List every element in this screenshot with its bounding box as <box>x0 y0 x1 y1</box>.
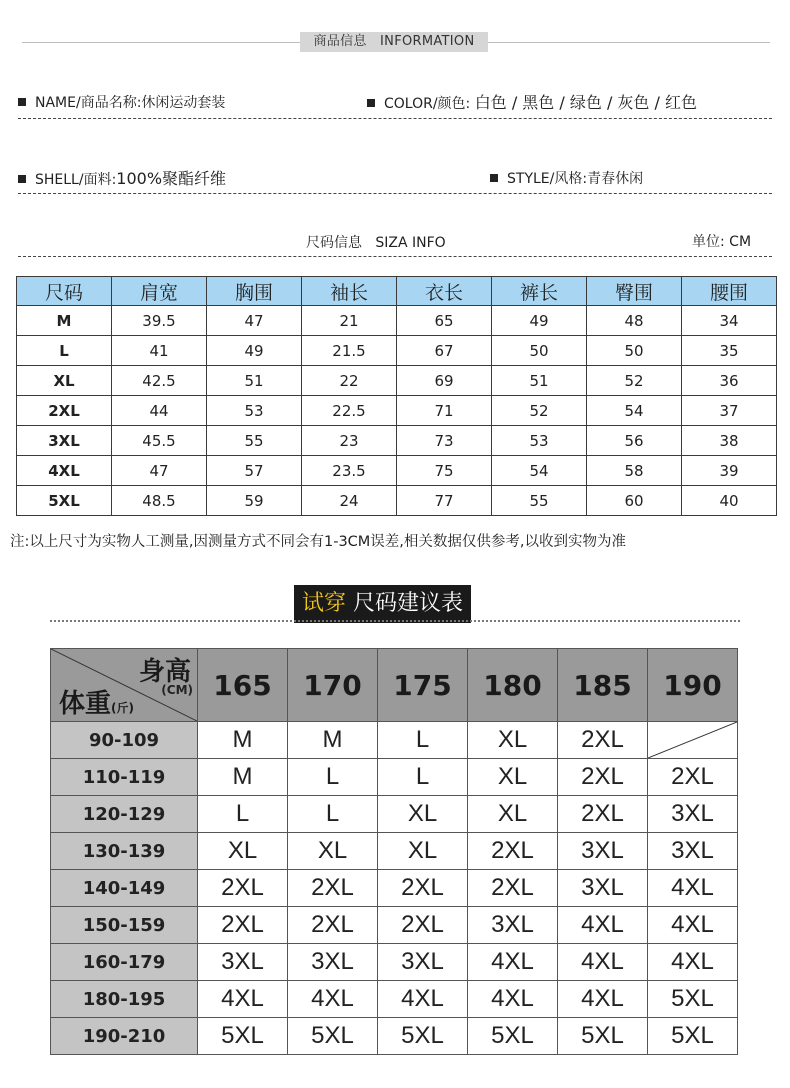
size-cell: L <box>378 722 468 759</box>
unit-label: 单位: CM <box>692 234 752 250</box>
size-cell: M <box>198 759 288 796</box>
measure-cell: 49 <box>207 336 302 366</box>
size-cell: 4XL <box>648 870 738 907</box>
diagonal-line <box>648 722 737 758</box>
measure-cell: 53 <box>492 426 587 456</box>
size-cell: 2XL <box>198 870 288 907</box>
measure-cell: 35 <box>682 336 777 366</box>
name-label: NAME/商品名称: <box>35 95 142 111</box>
height-header: 165 <box>198 649 288 722</box>
measure-cell: 59 <box>207 486 302 516</box>
measure-cell: 23.5 <box>302 456 397 486</box>
size-cell: 2XL <box>378 907 468 944</box>
size-cell: 2XL <box>558 722 648 759</box>
measure-cell: 50 <box>587 336 682 366</box>
size-cell: M <box>288 722 378 759</box>
height-header-row <box>51 649 738 722</box>
weight-range-cell: 180-195 <box>51 981 198 1018</box>
weight-range-cell: 190-210 <box>51 1018 198 1055</box>
size-cell: 4XL <box>648 944 738 981</box>
measure-cell: 55 <box>492 486 587 516</box>
corner-weight-unit: (斤) <box>111 701 134 715</box>
size-cell: 5XL <box>648 981 738 1018</box>
table-row <box>51 722 738 759</box>
measure-cell: 44 <box>112 396 207 426</box>
size-cell: 3XL <box>468 907 558 944</box>
size-cell: XL <box>378 833 468 870</box>
column-header: 胸围 <box>207 277 302 306</box>
measure-cell: 36 <box>682 366 777 396</box>
corner-header <box>51 649 198 722</box>
weight-range-cell: 90-109 <box>51 722 198 759</box>
product-style-row <box>490 168 643 188</box>
table-row <box>17 396 777 426</box>
column-header: 腰围 <box>682 277 777 306</box>
table-row <box>17 306 777 336</box>
size-label-cell: 4XL <box>17 456 112 486</box>
size-cell: L <box>378 759 468 796</box>
column-header: 衣长 <box>397 277 492 306</box>
empty-cell <box>648 722 738 759</box>
size-cell: 3XL <box>378 944 468 981</box>
style-value: 青春休闲 <box>587 171 644 187</box>
measure-cell: 48 <box>587 306 682 336</box>
recommend-title-highlight: 试穿 <box>302 591 347 616</box>
size-cell: 4XL <box>558 944 648 981</box>
section-header-information <box>300 32 488 52</box>
table-row <box>51 1018 738 1055</box>
measure-cell: 56 <box>587 426 682 456</box>
measure-cell: 41 <box>112 336 207 366</box>
weight-range-cell: 140-149 <box>51 870 198 907</box>
height-header: 180 <box>468 649 558 722</box>
size-cell: XL <box>468 722 558 759</box>
measure-cell: 52 <box>492 396 587 426</box>
dashed-divider <box>18 118 772 119</box>
size-cell: M <box>198 722 288 759</box>
measurement-table <box>16 276 777 516</box>
weight-range-cell: 160-179 <box>51 944 198 981</box>
measure-cell: 50 <box>492 336 587 366</box>
size-cell: 2XL <box>288 870 378 907</box>
size-label-cell: L <box>17 336 112 366</box>
size-cell: 4XL <box>648 907 738 944</box>
size-cell: XL <box>378 796 468 833</box>
table-row <box>51 833 738 870</box>
bullet-square-icon <box>490 174 498 182</box>
size-cell: XL <box>288 833 378 870</box>
measure-cell: 53 <box>207 396 302 426</box>
header-en: INFORMATION <box>380 34 475 49</box>
measure-cell: 47 <box>112 456 207 486</box>
weight-range-cell: 120-129 <box>51 796 198 833</box>
column-header: 尺码 <box>17 277 112 306</box>
measure-cell: 34 <box>682 306 777 336</box>
measure-cell: 67 <box>397 336 492 366</box>
name-value: 休闲运动套装 <box>141 95 226 111</box>
height-header: 185 <box>558 649 648 722</box>
measure-cell: 38 <box>682 426 777 456</box>
measure-cell: 24 <box>302 486 397 516</box>
header-rule-left <box>22 42 300 43</box>
corner-height-label: 身高 <box>138 657 191 687</box>
measure-cell: 21 <box>302 306 397 336</box>
table-row <box>51 907 738 944</box>
measure-cell: 52 <box>587 366 682 396</box>
measure-cell: 40 <box>682 486 777 516</box>
size-cell: 2XL <box>288 907 378 944</box>
header-rule-right <box>488 42 770 43</box>
measure-cell: 65 <box>397 306 492 336</box>
size-cell: 4XL <box>378 981 468 1018</box>
corner-weight-label: 体重 <box>59 689 112 719</box>
measure-cell: 77 <box>397 486 492 516</box>
size-cell: 3XL <box>648 796 738 833</box>
size-cell: 4XL <box>468 944 558 981</box>
size-info-en: SIZA INFO <box>375 235 446 251</box>
measure-cell: 22.5 <box>302 396 397 426</box>
size-cell: L <box>288 759 378 796</box>
bullet-square-icon <box>18 175 26 183</box>
measure-cell: 58 <box>587 456 682 486</box>
product-color-row <box>367 90 697 113</box>
measure-cell: 51 <box>492 366 587 396</box>
measure-cell: 73 <box>397 426 492 456</box>
shell-value: 100%聚酯纤维 <box>116 169 227 188</box>
measure-cell: 37 <box>682 396 777 426</box>
recommend-title-rest: 尺码建议表 <box>346 591 464 616</box>
size-info-title <box>306 232 446 252</box>
size-label-cell: M <box>17 306 112 336</box>
table-row <box>17 336 777 366</box>
corner-weight <box>59 683 134 720</box>
size-cell: 5XL <box>288 1018 378 1055</box>
weight-range-cell: 150-159 <box>51 907 198 944</box>
size-cell: 3XL <box>648 833 738 870</box>
measurement-note: 注:以上尺寸为实物人工测量,因测量方式不同会有1-3CM误差,相关数据仅供参考,以收到实物为准 <box>10 534 627 550</box>
size-label-cell: 2XL <box>17 396 112 426</box>
height-header: 170 <box>288 649 378 722</box>
size-label-cell: XL <box>17 366 112 396</box>
size-cell: 2XL <box>558 759 648 796</box>
table-row <box>51 796 738 833</box>
size-cell: 3XL <box>198 944 288 981</box>
measure-cell: 54 <box>587 396 682 426</box>
column-header: 臀围 <box>587 277 682 306</box>
height-header: 190 <box>648 649 738 722</box>
product-shell-row <box>18 166 226 189</box>
size-cell: 4XL <box>558 907 648 944</box>
size-cell: XL <box>468 759 558 796</box>
table-row <box>51 759 738 796</box>
size-cell: 3XL <box>288 944 378 981</box>
measure-cell: 22 <box>302 366 397 396</box>
measure-cell: 49 <box>492 306 587 336</box>
measure-cell: 42.5 <box>112 366 207 396</box>
header-cn: 商品信息 <box>313 34 367 49</box>
product-name-row <box>18 92 225 112</box>
table-row <box>51 870 738 907</box>
dotted-divider <box>50 620 740 622</box>
style-label: STYLE/风格: <box>507 171 588 187</box>
size-cell: 3XL <box>558 870 648 907</box>
size-cell: 4XL <box>558 981 648 1018</box>
measure-cell: 54 <box>492 456 587 486</box>
size-label-cell: 3XL <box>17 426 112 456</box>
size-cell: XL <box>468 796 558 833</box>
size-cell: 2XL <box>648 759 738 796</box>
measure-cell: 39 <box>682 456 777 486</box>
table-row <box>17 486 777 516</box>
measure-cell: 47 <box>207 306 302 336</box>
shell-label: SHELL/面料: <box>35 172 117 188</box>
measurement-header-row <box>17 277 777 306</box>
measure-cell: 23 <box>302 426 397 456</box>
measure-cell: 48.5 <box>112 486 207 516</box>
size-cell: 2XL <box>378 870 468 907</box>
measure-cell: 75 <box>397 456 492 486</box>
measure-cell: 45.5 <box>112 426 207 456</box>
weight-range-cell: 130-139 <box>51 833 198 870</box>
measure-cell: 71 <box>397 396 492 426</box>
size-cell: 4XL <box>468 981 558 1018</box>
color-value: 白色 / 黑色 / 绿色 / 灰色 / 红色 <box>474 93 697 112</box>
size-cell: 5XL <box>378 1018 468 1055</box>
table-row <box>17 426 777 456</box>
measure-cell: 60 <box>587 486 682 516</box>
dashed-divider <box>18 256 772 257</box>
size-cell: 5XL <box>198 1018 288 1055</box>
measure-cell: 39.5 <box>112 306 207 336</box>
size-cell: 2XL <box>468 870 558 907</box>
color-label: COLOR/颜色: <box>384 96 471 112</box>
weight-range-cell: 110-119 <box>51 759 198 796</box>
size-cell: 4XL <box>198 981 288 1018</box>
size-label-cell: 5XL <box>17 486 112 516</box>
size-info-cn: 尺码信息 <box>306 235 362 251</box>
column-header: 袖长 <box>302 277 397 306</box>
measure-cell: 51 <box>207 366 302 396</box>
size-cell: 5XL <box>468 1018 558 1055</box>
dashed-divider <box>18 193 772 194</box>
measure-cell: 21.5 <box>302 336 397 366</box>
size-cell: 4XL <box>288 981 378 1018</box>
size-cell: 2XL <box>198 907 288 944</box>
measure-cell: 55 <box>207 426 302 456</box>
size-cell: 5XL <box>558 1018 648 1055</box>
recommend-title <box>294 585 471 623</box>
column-header: 肩宽 <box>112 277 207 306</box>
bullet-square-icon <box>18 98 26 106</box>
size-recommendation-table <box>50 648 738 1055</box>
measure-cell: 69 <box>397 366 492 396</box>
table-row <box>51 944 738 981</box>
table-row <box>17 456 777 486</box>
measure-cell: 57 <box>207 456 302 486</box>
corner-height-unit: (CM) <box>161 683 193 697</box>
size-cell: 5XL <box>648 1018 738 1055</box>
size-cell: 3XL <box>558 833 648 870</box>
column-header: 裤长 <box>492 277 587 306</box>
height-header: 175 <box>378 649 468 722</box>
bullet-square-icon <box>367 99 375 107</box>
table-row <box>51 981 738 1018</box>
size-cell: L <box>288 796 378 833</box>
size-cell: XL <box>198 833 288 870</box>
table-row <box>17 366 777 396</box>
size-cell: L <box>198 796 288 833</box>
size-cell: 2XL <box>468 833 558 870</box>
size-cell: 2XL <box>558 796 648 833</box>
